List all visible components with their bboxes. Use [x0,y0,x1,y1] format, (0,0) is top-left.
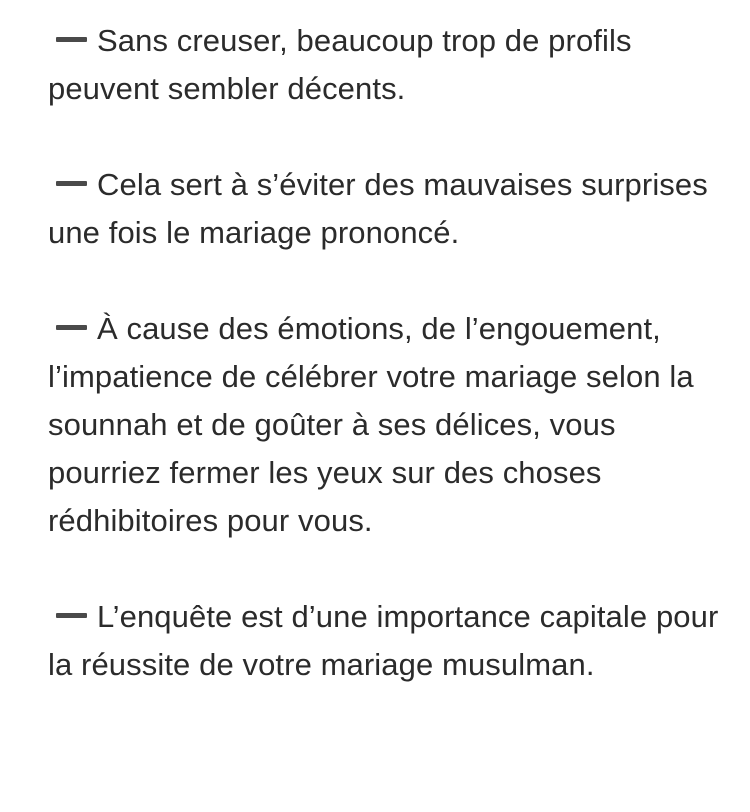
bullet-paragraph-1 [48,17,728,113]
dash-icon [56,325,87,330]
dash-icon [56,613,87,618]
paragraph-text: Sans creuser, beaucoup trop de profils peuvent sembler décents. [48,23,632,106]
bullet-paragraph-3 [48,305,728,545]
paragraph-text: Cela sert à s’éviter des mauvaises surprises une fois le mariage prononcé. [48,167,708,250]
text-block [48,17,728,689]
bullet-paragraph-4 [48,593,728,689]
dash-icon [56,37,87,42]
paragraph-text: L’enquête est d’une importance capitale pour la réussite de votre mariage musulman. [48,599,719,682]
paragraph-text: À cause des émotions, de l’engouement, l’impatience de célébrer votre mariage selon la sounnah et de goûter à ses délices, vous pourriez fermer les yeux sur des choses rédhibitoires pour vous. [48,311,694,538]
dash-icon [56,181,87,186]
bullet-paragraph-2 [48,161,728,257]
